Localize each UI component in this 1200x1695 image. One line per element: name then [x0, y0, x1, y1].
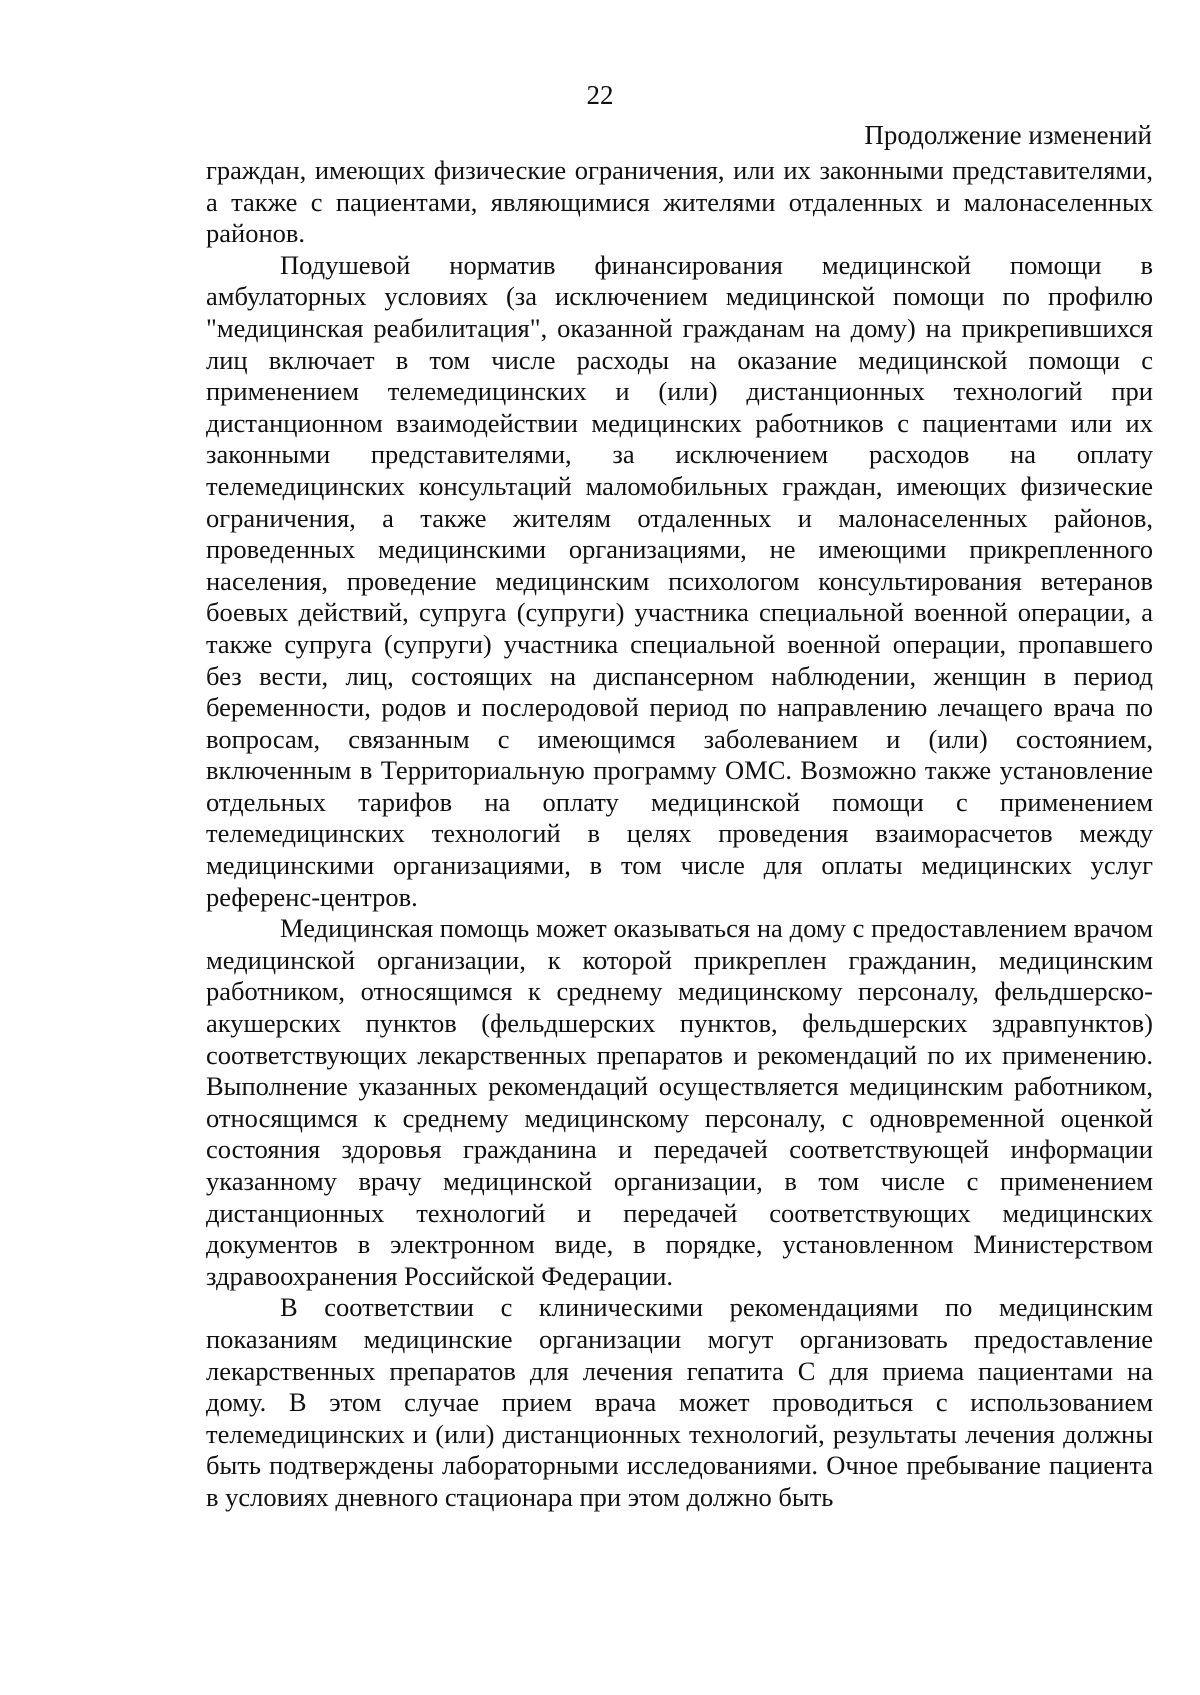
- paragraph-per-capita-standard: Подушевой норматив финансирования медицинской помощи в амбулаторных условиях (за исключением медицинской помощи по профилю "медицинская реабилитация", оказанной гражданам на дому) на прикрепившихся лиц включает в том числе расходы на оказание медицинской помощи с применением телемедицинских и (или) дистанционных технологий при дистанционном взаимодействии медицинских работников с пациентами или их законными представителями, за исключением расходов на оплату телемедицинских консультаций маломобильных граждан, имеющих физические ограничения, а также жителям отдаленных и малонаселенных районов, проведенных медицинскими организациями, не имеющими прикрепленного населения, проведение медицинским психологом консультирования ветеранов боевых действий, супруга (супруги) участника специальной военной операции, а также супруга (супруги) участника специальной военной операции, пропавшего без вести, лиц, состоящих на диспансерном наблюдении, женщин в период беременности, родов и послеродовой период по направлению лечащего врача по вопросам, связанным с имеющимся заболеванием и (или) состоянием, включенным в Территориальную программу ОМС. Возможно также установление отдельных тарифов на оплату медицинской помощи с применением телемедицинских технологий в целях проведения взаиморасчетов между медицинскими организациями, в том числе для оплаты медицинских услуг референс-центров.: [206, 249, 1153, 912]
- paragraph-continuation: граждан, имеющих физические ограничения, или их законными представителями, а также с пациентами, являющимися жителями отдаленных и малонаселенных районов.: [206, 155, 1153, 249]
- paragraph-hepatitis-c: В соответствии с клиническими рекомендациями по медицинским показаниям медицинские организации могут организовать предоставление лекарственных препаратов для лечения гепатита С для приема пациентами на дому. В этом случае прием врача может проводиться с использованием телемедицинских и (или) дистанционных технологий, результаты лечения должны быть подтверждены лабораторными исследованиями. Очное пребывание пациента в условиях дневного стационара при этом должно быть: [206, 1292, 1153, 1512]
- paragraph-home-care: Медицинская помощь может оказываться на дому с предоставлением врачом медицинской организации, к которой прикреплен гражданин, медицинским работником, относящимся к среднему медицинскому персоналу, фельдшерско-акушерских пунктов (фельдшерских пунктов, фельдшерских здравпунктов) соответствующих лекарственных препаратов и рекомендаций по их применению. Выполнение указанных рекомендаций осуществляется медицинским работником, относящимся к среднему медицинскому персоналу, с одновременной оценкой состояния здоровья гражданина и передачей соответствующей информации указанному врачу медицинской организации, в том числе с применением дистанционных технологий и передачей соответствующих медицинских документов в электронном виде, в порядке, установленном Министерством здравоохранения Российской Федерации.: [206, 913, 1153, 1291]
- document-body: [206, 155, 1153, 1514]
- page-number: 22: [586, 80, 614, 110]
- continuation-label: Продолжение изменений: [864, 120, 1152, 150]
